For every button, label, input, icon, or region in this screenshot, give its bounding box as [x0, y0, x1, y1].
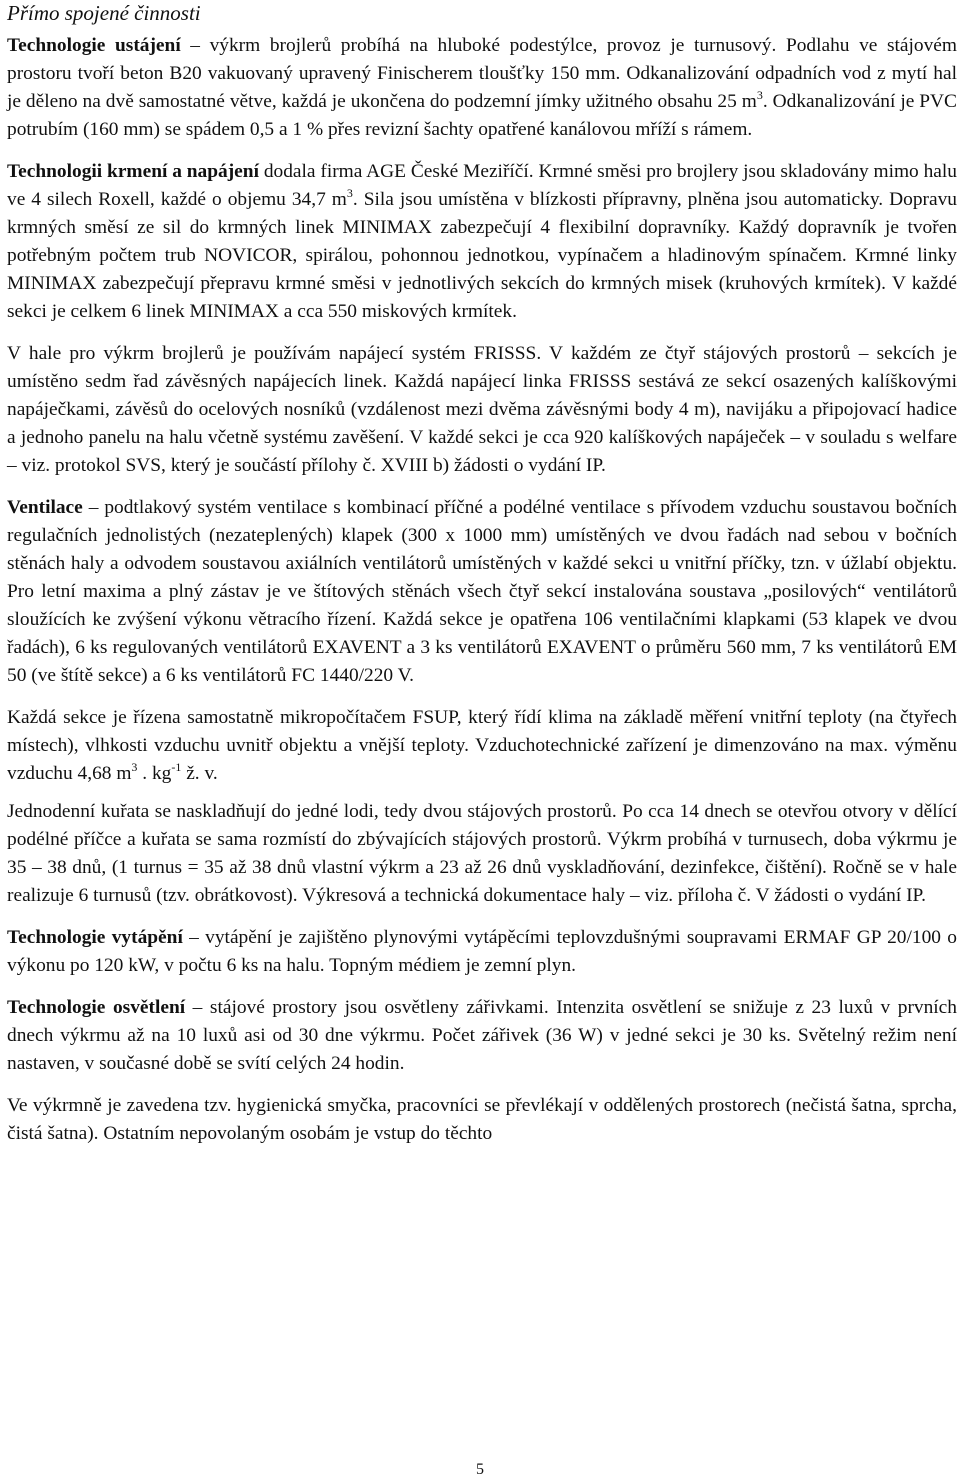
document-page: [7, 0, 957, 1162]
paragraph-chick-housing: [7, 798, 957, 910]
feeding-technology-heading: Technologii krmení a napájení: [7, 161, 259, 182]
page-number: 5: [476, 1461, 484, 1478]
ventilation-text: – podtlakový systém ventilace s kombinací příčné a podélné ventilace s přívodem vzduchu soustavou bočních regulačních jednolistých (nezateplených) klapek (300 x 1000 mm) umístěných ve dvou řadách nad sebou v bočních stěnách haly a odvodem soustavou axiálních ventilátorů umístěných v každé sekci u vnitřní příčky, tzn. v úžlabí objektu. Pro letní maxima a plný zástav je ve štítových stěnách všech čtyř sekcí instalována soustava „posilových“ ventilátorů sloužících ke zvýšení výkonu větracího řízení. Každá sekce je opatřena 106 ventilačními klapkami (53 klapek ve dvou řadách), 6 ks regulovaných ventilátorů EXAVENT a 3 ks ventilátorů EXAVENT o průměru 560 mm, 7 ks ventilátorů EM 50 (ve štítě sekce) a 6 ks ventilátorů FC 1440/220 V.: [7, 497, 957, 686]
housing-technology-heading: Technologie ustájení: [7, 35, 181, 56]
housing-superscript: 3: [756, 88, 763, 102]
housing-text-a: – výkrm brojlerů probíhá na hluboké podestýlce, provoz je turnusový. Podlahu ve stájovém prostoru tvoří beton B20 vakuovaný upravený Finischerem tloušťky 150 mm. Odkanalizování odpadních vod z mytí hal je děleno na dvě samostatné větve, každá je ukončena do podzemní jímky užitného obsahu 25 m: [7, 35, 957, 112]
climate-text-a: Každá sekce je řízena samostatně mikropočítačem FSUP, který řídí klima na základě měření vnitřní teploty (na čtyřech místech), vlhkosti vzduchu uvnitř objektu a vnější teploty. Vzduchotechnické zařízení je dimenzováno na max. výměnu vzduchu 4,68 m: [7, 707, 957, 784]
hygiene-text: Ve výkrmně je zavedena tzv. hygienická smyčka, pracovníci se převlékají v oddělených prostorech (nečistá šatna, sprcha, čistá šatna). Ostatním nepovolaným osobám je vstup do těchto: [7, 1095, 957, 1144]
chick-housing-text: Jednodenní kuřata se naskladňují do jedné lodi, tedy dvou stájových prostorů. Po cca 14 dnech se otevřou otvory v dělící podélné příčce a kuřata se sama rozmístí do zbývajících stájových prostorů. Výkrm probíhá v turnusech, doba výkrmu je 35 – 38 dnů, (1 turnus = 35 až 38 dnů vlastní výkrm a 23 až 26 dnů vyskladňování, dezinfekce, čištění). Ročně se v hale realizuje 6 turnusů (tzv. obrátkovost). Výkresová a technická dokumentace haly – viz. příloha č. V žádosti o vydání IP.: [7, 801, 957, 906]
lighting-text: – stájové prostory jsou osvětleny zářivkami. Intenzita osvětlení se snižuje z 23 luxů v prvních dnech výkrmu až na 10 luxů asi od 30 dne výkrmu. Počet zářivek (36 W) v jedné sekci je 30 ks. Světelný režim není nastaven, v současné době se svítí celých 24 hodin.: [7, 997, 957, 1074]
housing-text-b: . Odkanalizování je PVC potrubím (160 mm) se spádem 0,5 a 1 % přes revizní šachty opatřené kanálovou mříží s rámem.: [7, 91, 957, 140]
section-title: Přímo spojené činnosti: [7, 1, 201, 25]
climate-text-c: ž. v.: [181, 763, 218, 784]
paragraph-climate-control: [7, 704, 957, 788]
paragraph-feeding-technology: [7, 158, 957, 326]
paragraph-hygiene-loop: [7, 1092, 957, 1148]
feeding-text-a: dodala firma AGE České Meziříčí. Krmné směsi pro brojlery jsou skladovány mimo halu ve 4 silech Roxell, každé o objemu 34,7 m: [7, 161, 957, 210]
climate-superscript-2: -1: [171, 760, 182, 774]
heating-technology-heading: Technologie vytápění: [7, 927, 183, 948]
feeding-text-b: . Sila jsou umístěna v blízkosti přípravny, plněna jsou automaticky. Dopravu krmných směsí ze sil do krmných linek MINIMAX zabezpečují 4 flexibilní dopravníky. Každý dopravník je tvořen potřebným počtem trub NOVICOR, spirálou, pohonnou jednotkou, vypínačem a hladinovým spínačem. Krmné linky MINIMAX zabezpečují přepravu krmné směsi v jednotlivých sekcích do krmných misek (kruhových krmítek). V každé sekci je celkem 6 linek MINIMAX a cca 550 miskových krmítek.: [7, 189, 957, 322]
feeding-superscript: 3: [346, 186, 353, 200]
paragraph-lighting-technology: [7, 994, 957, 1078]
lighting-technology-heading: Technologie osvětlení: [7, 997, 186, 1018]
paragraph-heating-technology: [7, 924, 957, 980]
climate-text-b: . kg: [137, 763, 172, 784]
paragraph-ventilation: [7, 494, 957, 690]
paragraph-watering-system: [7, 340, 957, 480]
ventilation-heading: Ventilace: [7, 497, 83, 518]
paragraph-housing-technology: [7, 32, 957, 144]
climate-superscript-1: 3: [131, 760, 138, 774]
heating-text: – vytápění je zajištěno plynovými vytápěcími teplovzdušnými soupravami ERMAF GP 20/100 o výkonu po 120 kW, v počtu 6 ks na halu. Topným médiem je zemní plyn.: [7, 927, 957, 976]
watering-text: V hale pro výkrm brojlerů je používám napájecí systém FRISSS. V každém ze čtyř stájových prostorů – sekcích je umístěno sedm řad závěsných napájecích linek. Každá napájecí linka FRISSS sestává ze sekcí osazených kalíškovými napáječkami, závěsů do ocelových nosníků (vzdálenost mezi dvěma závěsnými body 4 m), navijáku a připojovací hadice a jednoho panelu na halu včetně systému zavěšení. V každé sekci je cca 920 kalíškových napáječek – v souladu s welfare – viz. protokol SVS, který je součástí přílohy č. XVIII b) žádosti o vydání IP.: [7, 343, 957, 476]
